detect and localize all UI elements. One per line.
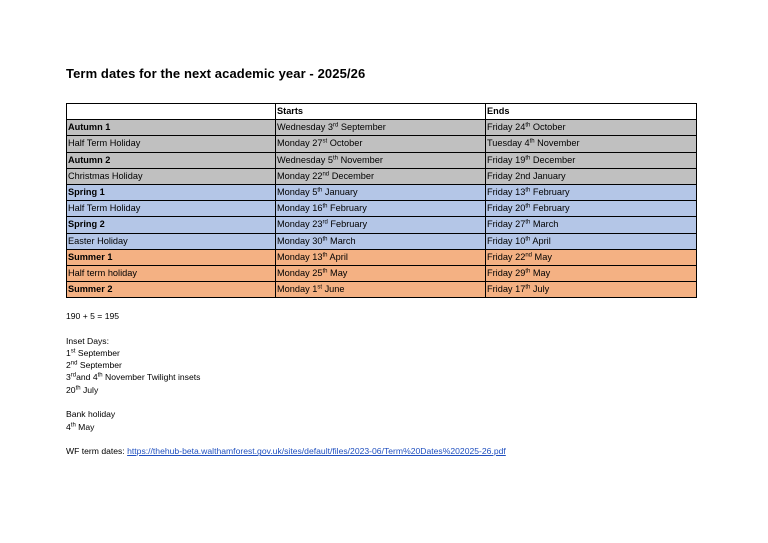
term-name-cell: Easter Holiday bbox=[67, 233, 276, 249]
wf-term-dates-link[interactable]: https://thehub-beta.walthamforest.gov.uk/sites/default/files/2023-06/Term%20Dates%202025-26.pdf bbox=[127, 446, 506, 457]
term-name-cell: Summer 2 bbox=[67, 282, 276, 298]
start-date-cell: Monday 27st October bbox=[276, 136, 486, 152]
term-row bbox=[67, 233, 697, 249]
header-cell-term bbox=[67, 104, 276, 120]
term-name-cell: Autumn 1 bbox=[67, 120, 276, 136]
term-row bbox=[67, 168, 697, 184]
bank-holiday-day: 4th May bbox=[66, 421, 95, 432]
start-date-cell: Wednesday 3rd September bbox=[276, 120, 486, 136]
header-cell-ends: Ends bbox=[486, 104, 697, 120]
end-date-cell: Friday 10th April bbox=[486, 233, 697, 249]
start-date-cell: Monday 13th April bbox=[276, 249, 486, 265]
notes-section bbox=[66, 310, 506, 458]
inset-day: 3rdand 4th November Twilight insets bbox=[66, 372, 201, 383]
table-header-row bbox=[67, 104, 697, 120]
term-row bbox=[67, 136, 697, 152]
start-date-cell: Monday 30th March bbox=[276, 233, 486, 249]
term-name-cell: Summer 1 bbox=[67, 249, 276, 265]
end-date-cell: Friday 19th December bbox=[486, 152, 697, 168]
day-count-sum: 190 + 5 = 195 bbox=[66, 311, 120, 321]
inset-day: 2nd September bbox=[66, 360, 122, 371]
header-cell-starts: Starts bbox=[276, 104, 486, 120]
term-row bbox=[67, 249, 697, 265]
term-name-cell: Half term holiday bbox=[67, 265, 276, 281]
end-date-cell: Friday 29th May bbox=[486, 265, 697, 281]
end-date-cell: Tuesday 4th November bbox=[486, 136, 697, 152]
end-date-cell: Friday 22nd May bbox=[486, 249, 697, 265]
term-row bbox=[67, 282, 697, 298]
term-dates-table bbox=[66, 103, 697, 298]
end-date-cell: Friday 24th October bbox=[486, 120, 697, 136]
term-name-cell: Half Term Holiday bbox=[67, 201, 276, 217]
inset-day: 1st September bbox=[66, 347, 120, 358]
term-row bbox=[67, 120, 697, 136]
wf-term-dates-line bbox=[66, 445, 506, 457]
end-date-cell: Friday 17th July bbox=[486, 282, 697, 298]
start-date-cell: Monday 23rd February bbox=[276, 217, 486, 233]
end-date-cell: Friday 27th March bbox=[486, 217, 697, 233]
end-date-cell: Friday 2nd January bbox=[486, 168, 697, 184]
term-name-cell: Spring 2 bbox=[67, 217, 276, 233]
start-date-cell: Monday 22nd December bbox=[276, 168, 486, 184]
end-date-cell: Friday 13th February bbox=[486, 184, 697, 200]
term-row bbox=[67, 217, 697, 233]
bank-holiday-heading: Bank holiday bbox=[66, 409, 116, 420]
inset-day: 20th July bbox=[66, 384, 99, 395]
page-title: Term dates for the next academic year - 2025/26 bbox=[66, 66, 366, 81]
start-date-cell: Monday 1st June bbox=[276, 282, 486, 298]
inset-days-heading: Inset Days: bbox=[66, 335, 109, 346]
term-row bbox=[67, 184, 697, 200]
term-name-cell: Christmas Holiday bbox=[67, 168, 276, 184]
term-name-cell: Half Term Holiday bbox=[67, 136, 276, 152]
start-date-cell: Wednesday 5th November bbox=[276, 152, 486, 168]
term-row bbox=[67, 152, 697, 168]
term-name-cell: Autumn 2 bbox=[67, 152, 276, 168]
term-row bbox=[67, 201, 697, 217]
term-row bbox=[67, 265, 697, 281]
start-date-cell: Monday 16th February bbox=[276, 201, 486, 217]
wf-term-dates-label: WF term dates: bbox=[66, 446, 128, 457]
term-name-cell: Spring 1 bbox=[67, 184, 276, 200]
end-date-cell: Friday 20th February bbox=[486, 201, 697, 217]
start-date-cell: Monday 5th January bbox=[276, 184, 486, 200]
start-date-cell: Monday 25th May bbox=[276, 265, 486, 281]
